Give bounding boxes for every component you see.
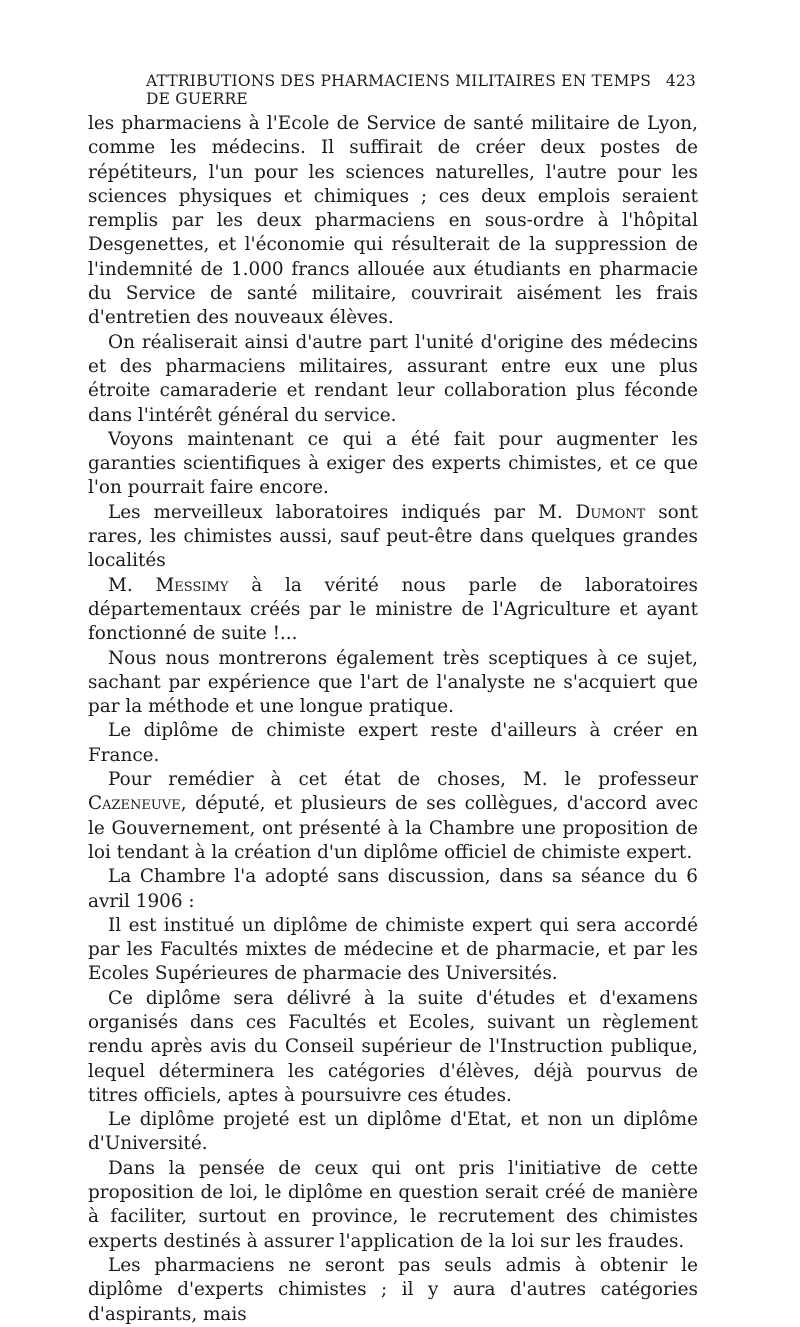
- text-segment: Le diplôme de chimiste expert reste d'ailleurs à créer en France.: [88, 720, 698, 766]
- text-segment: Pour remédier à cet état de choses, M. le professeur: [108, 769, 698, 791]
- text-segment: à la vérité nous parle de laboratoires départementaux créés par le ministre de l'Agriculture et ayant fonctionné de suite !...: [88, 574, 698, 645]
- paragraph: [88, 1157, 698, 1254]
- paragraph: [88, 865, 698, 914]
- paragraph: [88, 501, 698, 574]
- text-segment: Le diplôme projeté est un diplôme d'Etat, et non un diplôme d'Université.: [88, 1109, 698, 1155]
- text-segment: La Chambre l'a adopté sans discussion, dans sa séance du 6 avril 1906 :: [88, 866, 698, 912]
- text-segment: Nous nous montrerons également très sceptiques à ce sujet, sachant par expérience que l'art de l'analyste ne s'acquiert que par la méthode et une longue pratique.: [88, 647, 698, 718]
- text-segment: Les pharmaciens ne seront pas seuls admis à obtenir le diplôme d'experts chimistes ; il y aura d'autres catégories d'aspirants, mais: [88, 1254, 698, 1325]
- text-segment: Les merveilleux laboratoires indiqués par M.: [108, 501, 576, 523]
- text-segment: , député, et plusieurs de ses collègues, d'accord avec le Gouvernement, ont présenté à la Chambre une proposition de loi tendant à la création d'un diplôme officiel de chimiste expert.: [88, 793, 698, 863]
- text-segment: les pharmaciens à l'Ecole de Service de santé militaire de Lyon, comme les médecins. Il suffirait de créer deux postes de répétiteurs, l'un pour les sciences naturelles, l'autre pour les sciences physiques et chimiques ; ces deux emplois seraient remplis par les deux pharmaciens en sous-ordre à l'hôpital Desgenettes, et l'économie qui résulterait de la suppression de l'indemnité de 1.000 francs allouée aux étudiants en pharmacie du Service de santé militaire, couvrirait aisément les frais d'entretien des nouveaux élèves.: [88, 113, 698, 329]
- paragraph: [88, 768, 698, 865]
- paragraph: [88, 331, 698, 428]
- text-segment: sont rares, les chimistes aussi, sauf peut-être dans quelques grandes localités: [88, 501, 698, 572]
- paragraph: [88, 914, 698, 987]
- paragraph: [88, 112, 698, 331]
- text-segment: Il est institué un diplôme de chimiste expert qui sera accordé par les Facultés mixtes de médecine et de pharmacie, et par les Ecoles Supérieures de pharmacie des Universités.: [88, 914, 698, 985]
- body-text: [88, 112, 698, 1327]
- paragraph: [88, 574, 698, 647]
- proper-name: Messimy: [155, 574, 229, 596]
- running-header: [146, 72, 696, 108]
- paragraph: [88, 1254, 698, 1327]
- text-segment: Dans la pensée de ceux qui ont pris l'initiative de cette proposition de loi, le diplôme en question serait créé de manière à faciliter, surtout en province, le recrutement des chimistes experts destinés à assurer l'application de la loi sur les fraudes.: [88, 1157, 698, 1252]
- text-segment: M.: [108, 574, 156, 596]
- paragraph: [88, 987, 698, 1108]
- text-segment: On réaliserait ainsi d'autre part l'unité d'origine des médecins et des pharmaciens militaires, assurant entre eux une plus étroite camaraderie et rendant leur collaboration plus féconde dans l'intérêt général du service.: [88, 331, 698, 426]
- paragraph: [88, 1108, 698, 1157]
- paragraph: [88, 719, 698, 768]
- running-title: ATTRIBUTIONS DES PHARMACIENS MILITAIRES EN TEMPS DE GUERRE: [146, 72, 652, 108]
- paragraph: [88, 647, 698, 720]
- text-segment: Ce diplôme sera délivré à la suite d'études et d'examens organisés dans ces Facultés et Ecoles, suivant un règlement rendu après avis du Conseil supérieur de l'Instruction publique, lequel déterminera les catégories d'élèves, déjà pourvus de titres officiels, aptes à poursuivre ces études.: [88, 987, 698, 1106]
- text-segment: Voyons maintenant ce qui a été fait pour augmenter les garanties scientifiques à exiger des experts chimistes, et ce que l'on pourrait faire encore.: [88, 428, 698, 499]
- proper-name: Cazeneuve: [88, 793, 181, 815]
- paragraph: [88, 428, 698, 501]
- proper-name: Dumont: [575, 501, 646, 523]
- page-number: 423: [665, 72, 696, 90]
